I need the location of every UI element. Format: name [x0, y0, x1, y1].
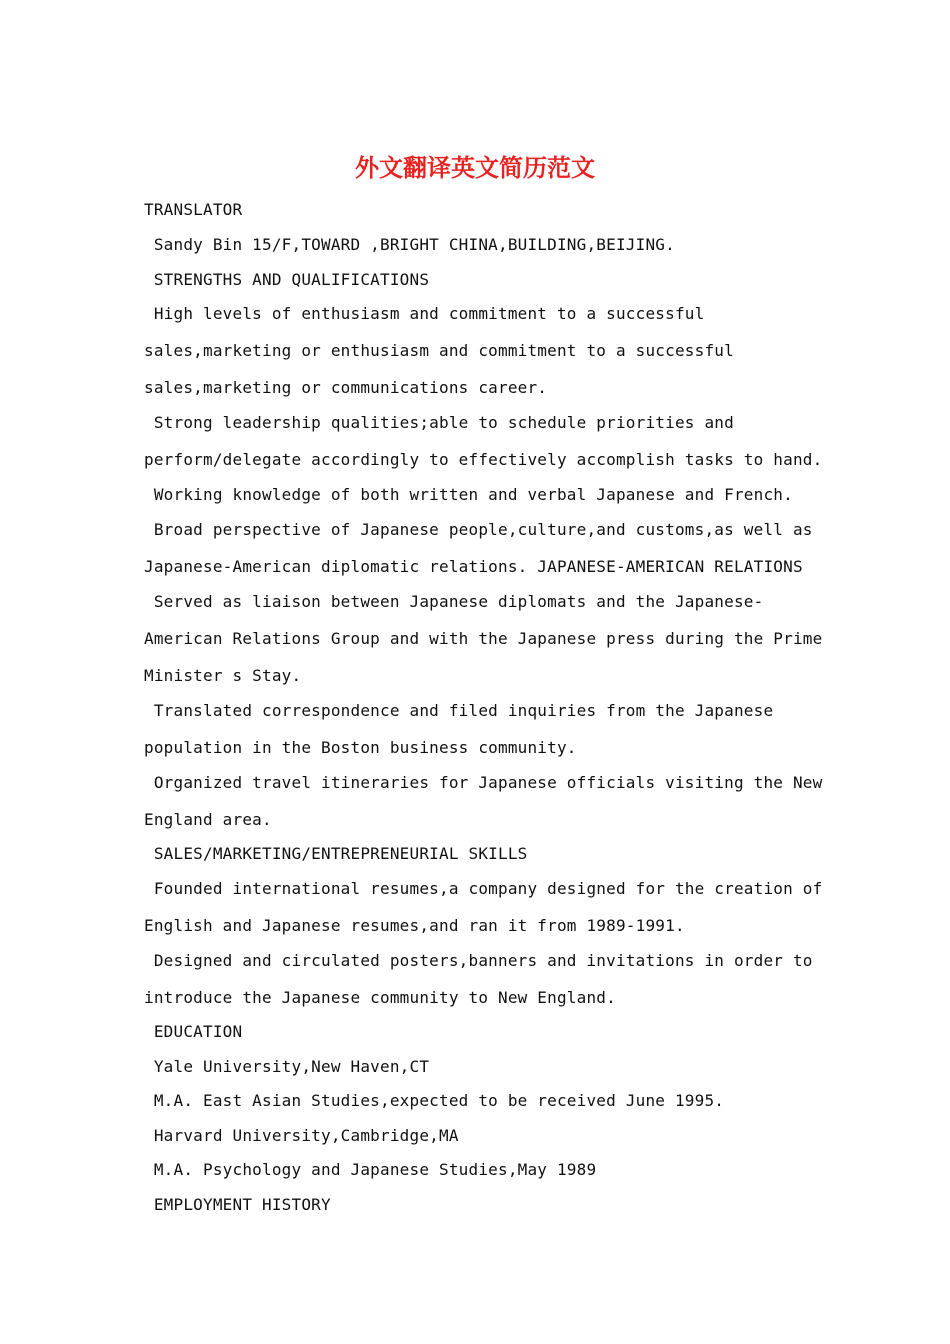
- line-paragraph: Strong leadership qualities;able to schedule priorities and: [144, 413, 734, 432]
- line-sales-heading: SALES/MARKETING/ENTREPRENEURIAL SKILLS: [144, 844, 528, 863]
- line-paragraph: introduce the Japanese community to New England.: [144, 988, 616, 1007]
- line-employment-heading: EMPLOYMENT HISTORY: [144, 1195, 331, 1214]
- line-paragraph: English and Japanese resumes,and ran it from 1989-1991.: [144, 916, 685, 935]
- line-paragraph: High levels of enthusiasm and commitment to a successful: [144, 304, 705, 323]
- line-paragraph: American Relations Group and with the Japanese press during the Prime: [144, 629, 823, 648]
- line-paragraph: sales,marketing or enthusiasm and commitment to a successful: [144, 341, 734, 360]
- line-education-heading: EDUCATION: [144, 1022, 243, 1041]
- line-paragraph: Japanese-American diplomatic relations. JAPANESE-AMERICAN RELATIONS: [144, 557, 803, 576]
- line-education-entry: M.A. Psychology and Japanese Studies,May 1989: [144, 1160, 597, 1179]
- line-paragraph: Working knowledge of both written and verbal Japanese and French.: [144, 485, 793, 504]
- line-paragraph: Founded international resumes,a company designed for the creation of: [144, 879, 823, 898]
- line-paragraph: Translated correspondence and filed inquiries from the Japanese: [144, 701, 774, 720]
- page-title: 外文翻译英文简历范文: [355, 153, 595, 182]
- line-education-entry: Yale University,New Haven,CT: [144, 1057, 430, 1076]
- line-education-entry: Harvard University,Cambridge,MA: [144, 1126, 459, 1145]
- line-education-entry: M.A. East Asian Studies,expected to be received June 1995.: [144, 1091, 725, 1110]
- line-paragraph: Designed and circulated posters,banners and invitations in order to: [144, 951, 813, 970]
- line-translator-heading: TRANSLATOR: [144, 200, 243, 219]
- line-paragraph: Organized travel itineraries for Japanese officials visiting the New: [144, 773, 823, 792]
- line-paragraph: England area.: [144, 810, 272, 829]
- line-paragraph: Served as liaison between Japanese diplomats and the Japanese-: [144, 592, 764, 611]
- line-contact-address: Sandy Bin 15/F,TOWARD ,BRIGHT CHINA,BUILDING,BEIJING.: [144, 235, 675, 254]
- line-paragraph: Minister s Stay.: [144, 666, 302, 685]
- line-paragraph: sales,marketing or communications career.: [144, 378, 548, 397]
- line-paragraph: population in the Boston business community.: [144, 738, 577, 757]
- line-paragraph: Broad perspective of Japanese people,culture,and customs,as well as: [144, 520, 813, 539]
- line-paragraph: perform/delegate accordingly to effectively accomplish tasks to hand.: [144, 450, 823, 469]
- line-strengths-heading: STRENGTHS AND QUALIFICATIONS: [144, 270, 430, 289]
